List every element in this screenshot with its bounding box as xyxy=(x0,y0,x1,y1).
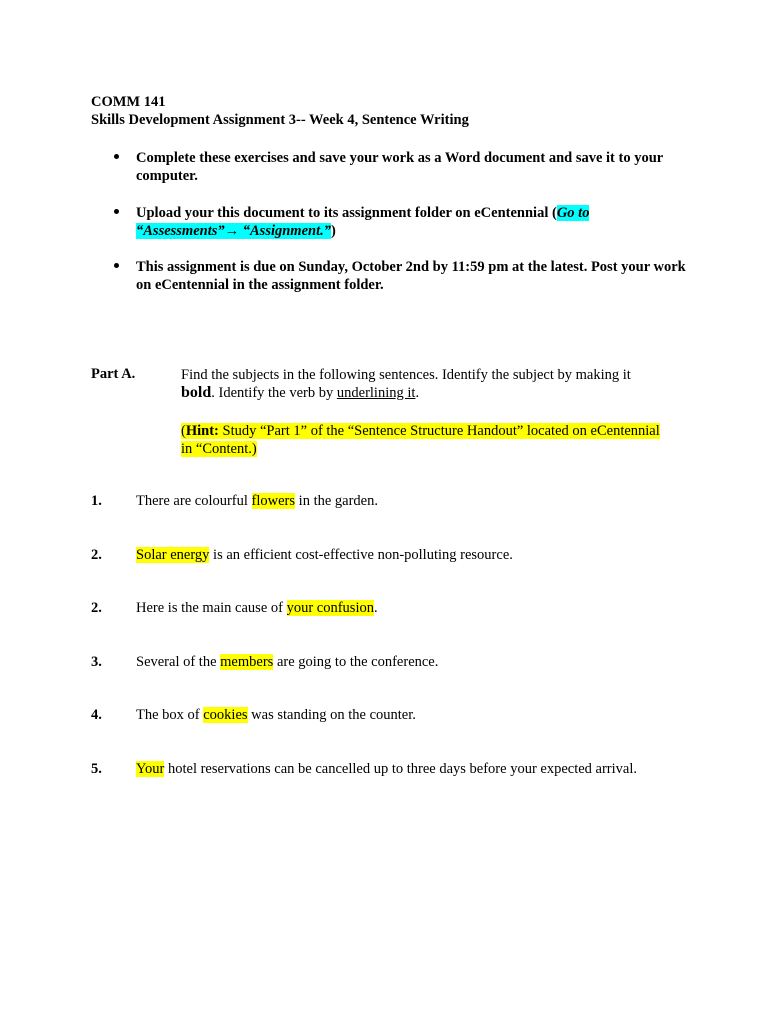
bullet-dot-icon xyxy=(114,263,119,268)
instruction-text: . Identify the verb by xyxy=(211,385,337,401)
instruction-bullet-3 xyxy=(136,258,696,294)
sentence-text: hotel reservations can be cancelled up to three days before your expected arrival. xyxy=(164,761,638,777)
hint-text: Study “Part 1” of the “Sentence Structure Handout” located on eCentennial in “Content.) xyxy=(181,423,660,457)
question-sentence xyxy=(136,707,416,724)
question-sentence xyxy=(136,761,637,778)
question-sentence xyxy=(136,654,438,671)
bullet-text: Complete these exercises and save your work as a Word document and save it to your computer. xyxy=(136,150,663,184)
sentence-text: was standing on the counter. xyxy=(247,707,416,723)
assignment-title: Skills Development Assignment 3-- Week 4, Sentence Writing xyxy=(91,112,469,128)
part-a-instructions xyxy=(181,366,681,402)
bold-word: bold xyxy=(181,384,212,401)
hint-highlight xyxy=(181,423,660,457)
sentence-text: There are colourful xyxy=(136,493,252,509)
question-number: 5. xyxy=(91,761,102,777)
question-number: 2. xyxy=(91,547,102,563)
bullet-text-end: ) xyxy=(331,223,336,239)
bullet-dot-icon xyxy=(114,209,119,214)
subject-highlight: members xyxy=(220,654,274,670)
question-number: 4. xyxy=(91,707,102,723)
sentence-text: . xyxy=(373,600,378,616)
bullet-text: This assignment is due on Sunday, October 2nd by 11:59 pm at the latest. Post your work on eCentennial in the assignment folder. xyxy=(136,259,686,293)
bullet-dot-icon xyxy=(114,154,119,159)
question-number: 3. xyxy=(91,654,102,670)
underlined-text: underlining it xyxy=(336,385,416,401)
subject-highlight: your confusion xyxy=(286,600,374,616)
subject-highlight: Solar energy xyxy=(136,547,210,563)
hint-note xyxy=(181,422,661,458)
bullet-text: Upload your this document to its assignment folder on eCentennial ( xyxy=(136,205,557,221)
question-sentence xyxy=(136,493,378,510)
sentence-text: are going to the conference. xyxy=(273,654,439,670)
hint-label: Hint: xyxy=(185,423,219,439)
sentence-text: The box of xyxy=(136,707,204,723)
hint-paren: ( xyxy=(181,423,186,439)
instruction-bullet-2 xyxy=(136,204,696,240)
question-sentence xyxy=(136,600,378,617)
subject-highlight: flowers xyxy=(251,493,296,509)
question-number: 2. xyxy=(91,600,102,616)
course-code: COMM 141 xyxy=(91,94,166,110)
navigation-hint-highlight: Go to “Assessments”→ “Assignment.” xyxy=(136,205,590,239)
question-sentence xyxy=(136,547,513,564)
subject-highlight: cookies xyxy=(203,707,248,723)
subject-highlight: Your xyxy=(136,761,165,777)
sentence-text: Here is the main cause of xyxy=(136,600,287,616)
instruction-bullet-1 xyxy=(136,149,696,185)
part-a-label: Part A. xyxy=(91,366,136,382)
question-number: 1. xyxy=(91,493,102,509)
sentence-text: Several of the xyxy=(136,654,221,670)
instruction-text: . xyxy=(415,385,420,401)
instruction-text: Find the subjects in the following sentences. Identify the subject by making it xyxy=(181,367,631,383)
sentence-text: in the garden. xyxy=(295,493,378,509)
sentence-text: is an efficient cost-effective non-polluting resource. xyxy=(209,547,513,563)
